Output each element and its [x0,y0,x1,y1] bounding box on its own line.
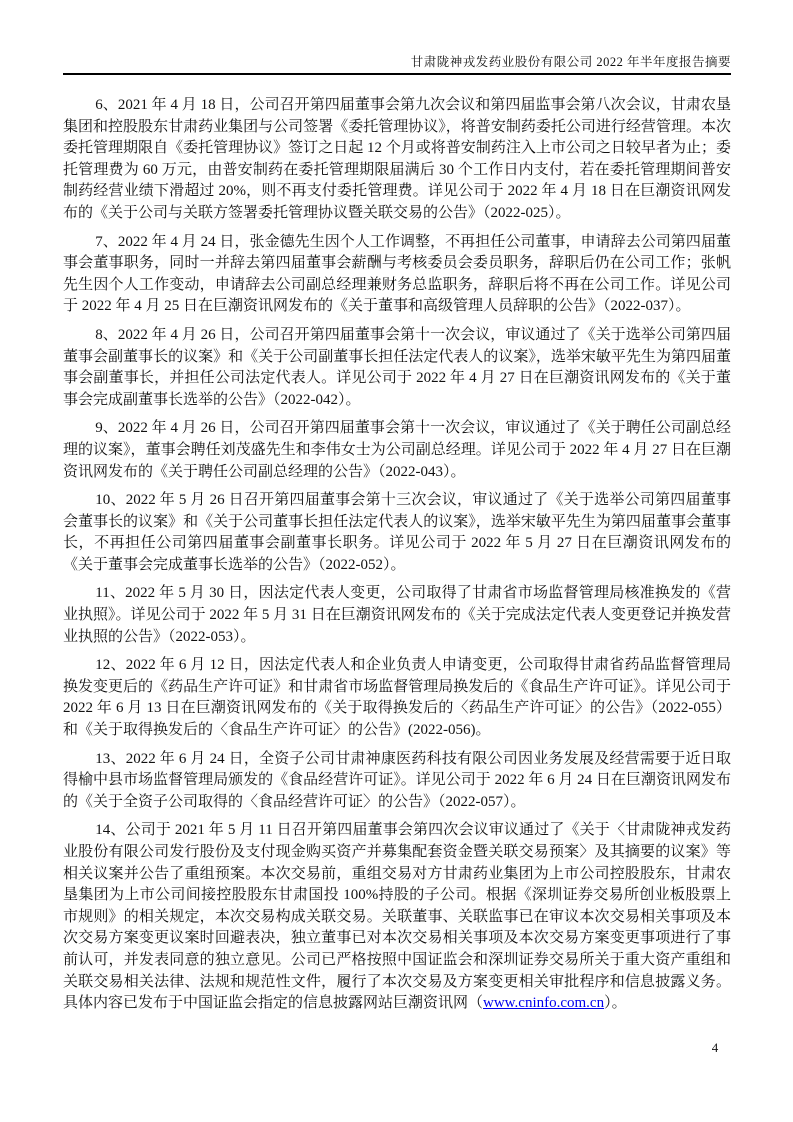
paragraph-item-7: 7、2022 年 4 月 24 日，张金德先生因个人工作调整，不再担任公司董事，申请辞去公司第四届董事会董事职务，同时一并辞去第四届董事会薪酬与考核委员会委员职务，辞职后仍在公司工作；张帆先生因个人工作变动，申请辞去公司副总经理兼财务总监职务，辞职后将不再在公司工作。详见公司于 2022 年 4 月 25 日在巨潮资讯网发布的《关于董事和高级管理人员辞职的公告》（2022-037）。 [63,233,731,315]
cninfo-website-link[interactable]: www.cninfo.com.cn [483,995,605,1012]
paragraph-item-9: 9、2022 年 4 月 26 日，公司召开第四届董事会第十一次会议，审议通过了《关于聘任公司副总经理的议案》，董事会聘任刘茂盛先生和李伟女士为公司副总经理。详见公司于 2022 年 4 月 27 日在巨潮资讯网发布的《关于聘任公司副总经理的公告》（2022-043）。 [63,420,731,480]
paragraph-item-12: 12、2022 年 6 月 12 日，因法定代表人和企业负责人申请变更，公司取得甘肃省药品监督管理局换发变更后的《药品生产许可证》和甘肃省市场监督管理局换发后的《食品生产许可证》。详见公司于 2022 年 6 月 13 日在巨潮资讯网发布的《关于取得换发后的〈药品生产许可证〉的公告》（2022-055）和《关于取得换发后的〈食品生产许可证〉的公告》(2022-056)。 [63,657,731,739]
paragraph-item-10: 10、2022 年 5 月 26 日召开第四届董事会第十三次会议，审议通过了《关于选举公司第四届董事会董事长的议案》和《关于公司董事长担任法定代表人的议案》，选举宋敏平先生为第四届董事会董事长，不再担任公司第四届董事会副董事长职务。详见公司于 2022 年 5 月 27 日在巨潮资讯网发布的《关于董事会完成董事长选举的公告》（2022-052）。 [63,492,731,573]
paragraph-item-6: 6、2021 年 4 月 18 日，公司召开第四届董事会第九次会议和第四届监事会第八次会议，甘肃农垦集团和控股股东甘肃药业集团与公司签署《委托管理协议》，将普安制药委托公司进行经营管理。本次委托管理期限自《委托管理协议》签订之日起 12 个月或将普安制药注入上市公司之日较早者为止；委托管理费为 60 万元，由普安制药在委托管理期限届满后 30 个工作日内支付，若在委托管理期间普安制药经营业绩下滑超过 20%，则不再支付委托管理费。详见公司于 2022 年 4 月 18 日在巨潮资讯网发布的《关于公司与关联方签署委托管理协议暨关联交易的公告》（2022-025）。 [63,97,731,221]
paragraph-item-11: 11、2022 年 5 月 30 日，因法定代表人变更，公司取得了甘肃省市场监督管理局核准换发的《营业执照》。详见公司于 2022 年 5 月 31 日在巨潮资讯网发布的《关于完成法定代表人变更登记并换发营业执照的公告》（2022-053）。 [63,585,731,645]
page-number: 4 [711,1040,719,1055]
document-body [63,95,731,1015]
paragraph-item-13: 13、2022 年 6 月 24 日，全资子公司甘肃神康医药科技有限公司因业务发展及经营需要于近日取得榆中县市场监督管理局颁发的《食品经营许可证》。详见公司于 2022 年 6 月 24 日在巨潮资讯网发布的《关于全资子公司取得的〈食品经营许可证〉的公告》（2022-057）。 [63,750,731,810]
paragraph-item-14: 14、公司于 2021 年 5 月 11 日召开第四届董事会第四次会议审议通过了《关于〈甘肃陇神戎发药业股份有限公司发行股份及支付现金购买资产并募集配套资金暨关联交易预案〉及其摘要的议案》等相关议案并公告了重组预案。本次交易前，重组交易对方甘肃药业集团为上市公司控股股东，甘肃农垦集团为上市公司间接控股股东甘肃国投 100%持股的子公司。根据《深圳证券交易所创业板股票上市规则》的相关规定，本次交易构成关联交易。关联董事、关联监事已在审议本次交易相关事项及本次交易方案变更议案时回避表决，独立董事已对本次交易相关事项及本次交易方案变更事项进行了事前认可，并发表同意的独立意见。公司已严格按照中国证监会和深圳证券交易所关于重大资产重组和关联交易相关法律、法规和规范性文件，履行了本次交易及方案变更相关审批程序和信息披露义务。具体内容已发布于中国证监会指定的信息披露网站巨潮资讯网（www.cninfo.com.cn）。 [63,822,731,1012]
header-divider [63,73,731,75]
header-title: 甘肃陇神戎发药业股份有限公司 2022 年半年度报告摘要 [410,55,731,69]
paragraph-item-8: 8、2022 年 4 月 26 日，公司召开第四届董事会第十一次会议，审议通过了《关于选举公司第四届董事会副董事长的议案》和《关于公司副董事长担任法定代表人的议案》，选举宋敏平先生为第四届董事会副董事长，并担任公司法定代表人。详见公司于 2022 年 4 月 27 日在巨潮资讯网发布的《关于董事会完成副董事长选举的公告》（2022-042）。 [63,326,731,408]
page-header [63,52,731,70]
